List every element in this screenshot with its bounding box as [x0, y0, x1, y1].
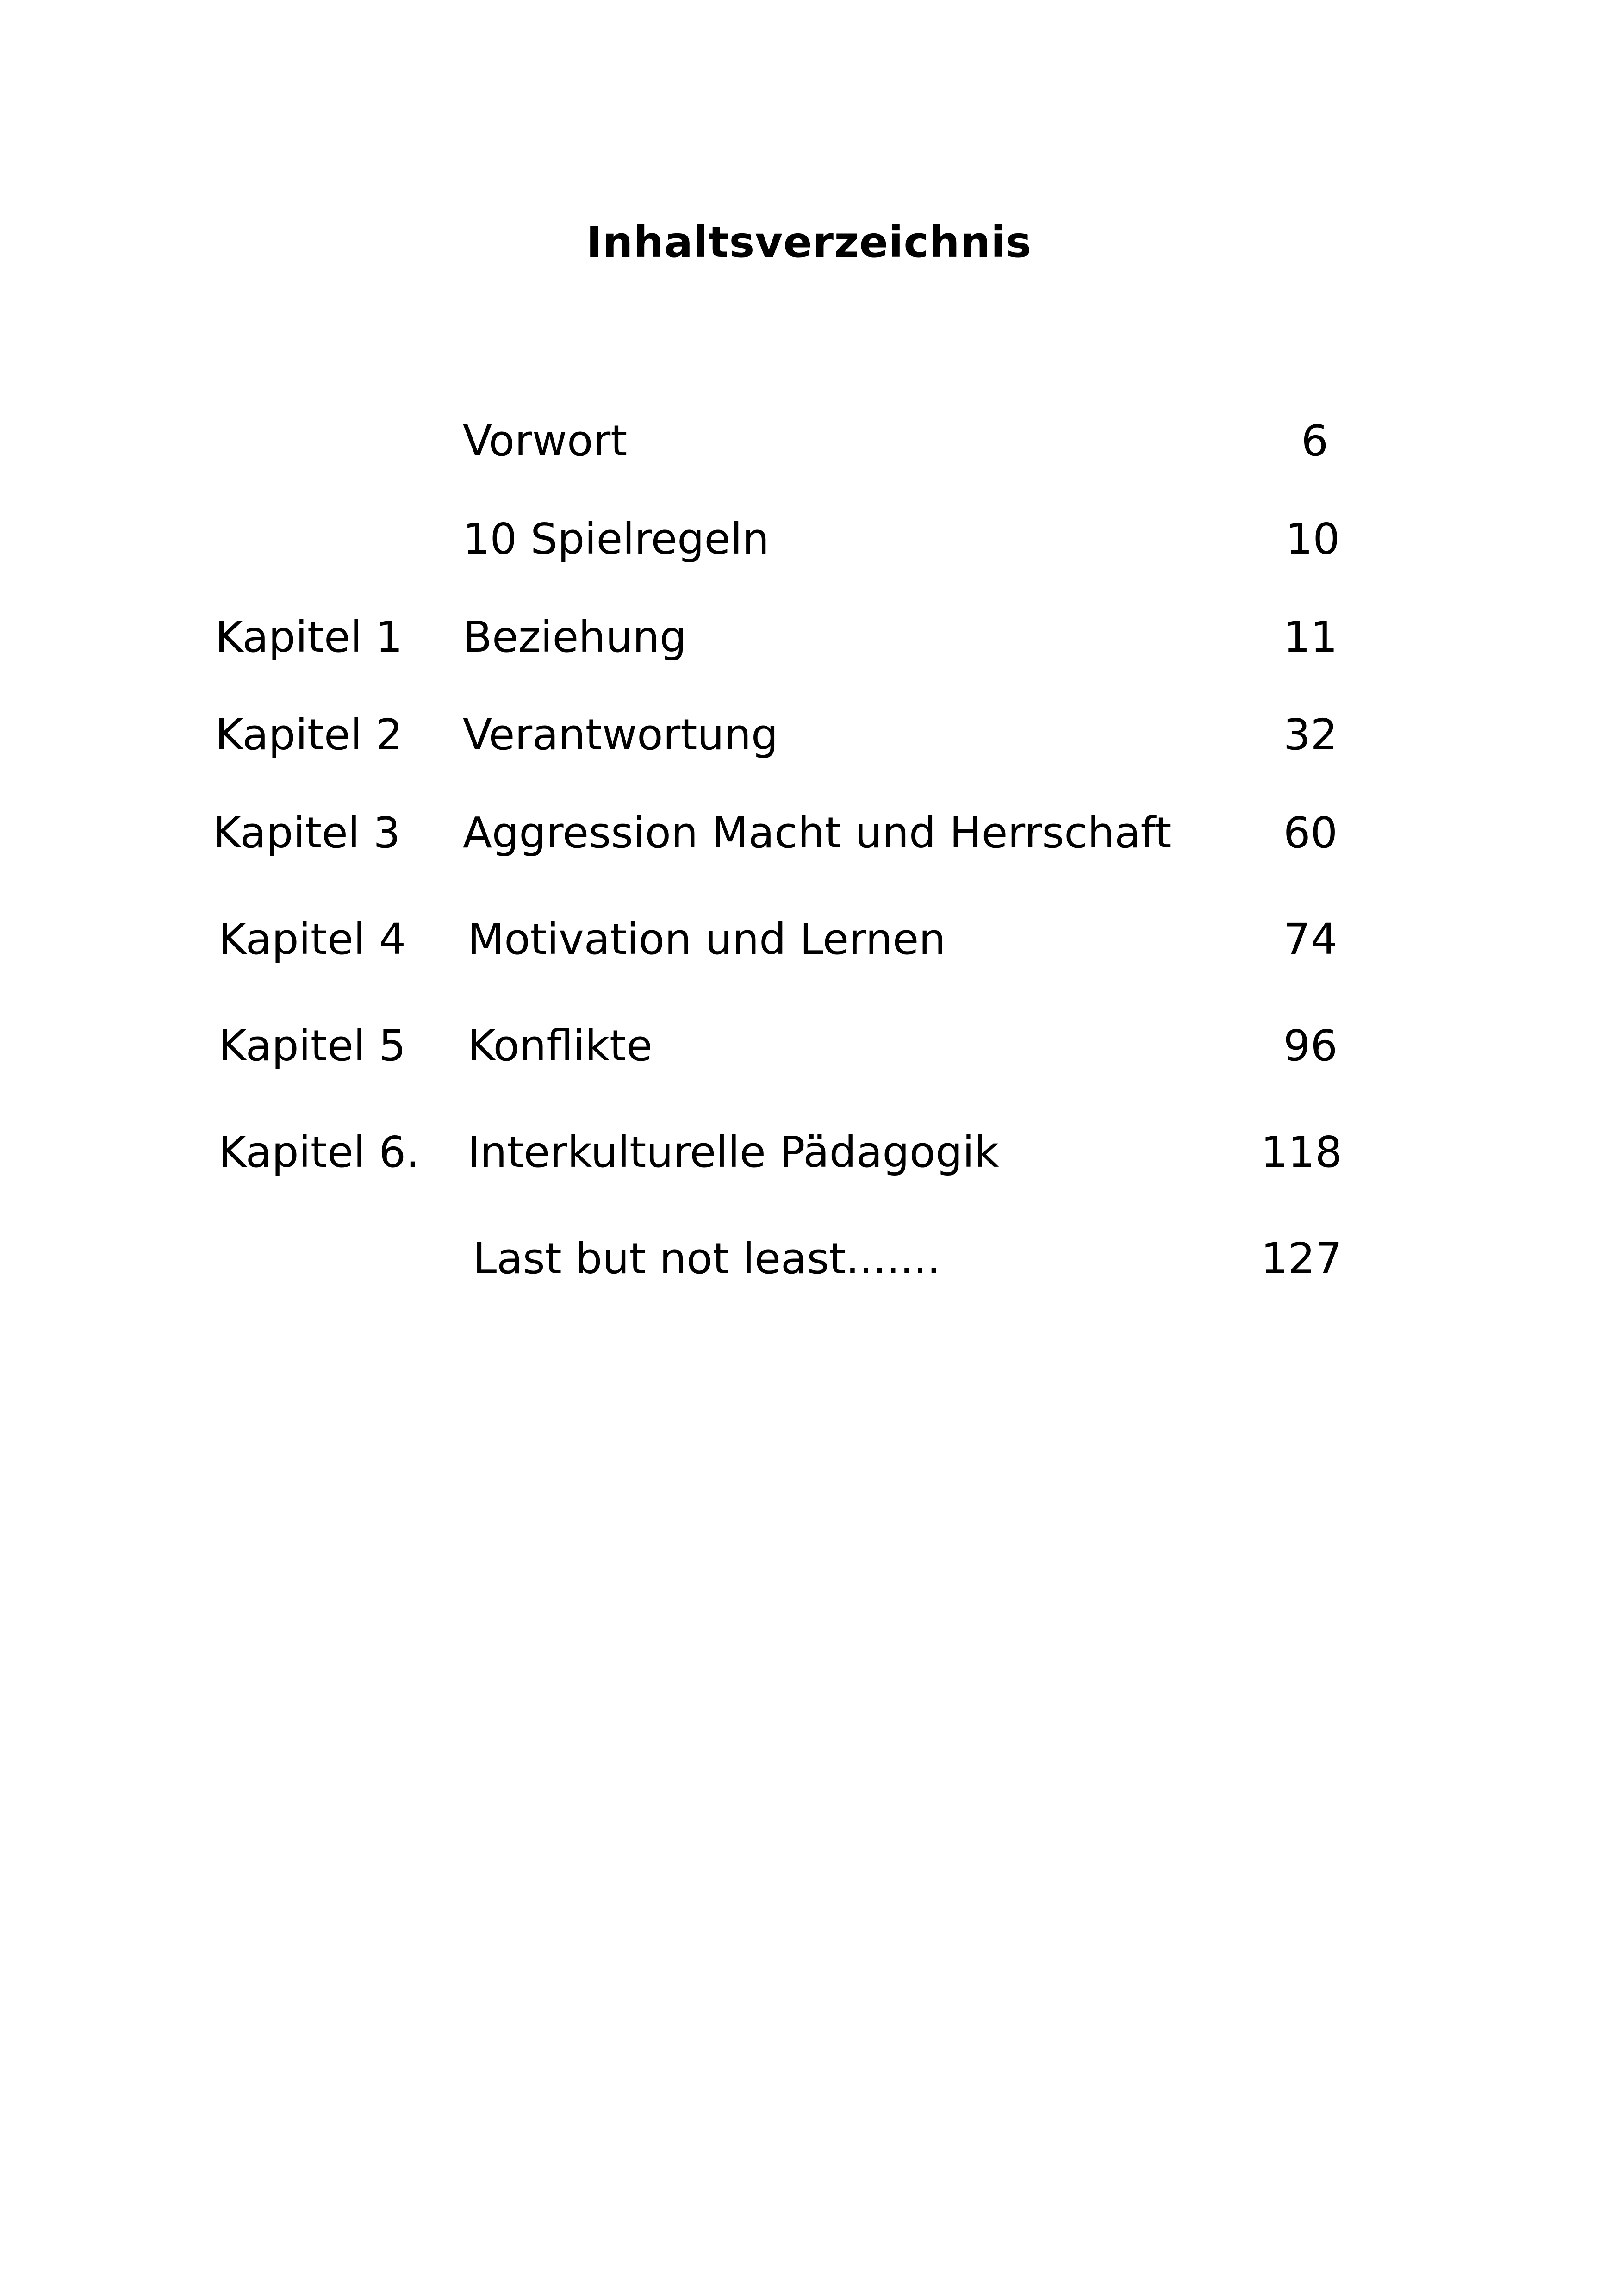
- toc-entry-title: Last but not least.......: [473, 1234, 941, 1283]
- toc-page-number: 118: [1261, 1127, 1342, 1177]
- page-title: [0, 218, 1618, 267]
- toc-chapter-label: Kapitel 5: [218, 1021, 406, 1070]
- toc-chapter-label: Kapitel 6.: [218, 1127, 420, 1177]
- toc-entry-title: 10 Spielregeln: [463, 514, 770, 564]
- toc-page-number: 96: [1283, 1021, 1338, 1070]
- toc-entry-title: Beziehung: [463, 612, 687, 662]
- toc-page-number: 6: [1301, 416, 1328, 466]
- toc-entry: [0, 1018, 1618, 1074]
- page-title-text: Inhaltsverzeichnis: [586, 218, 1032, 267]
- toc-entry: [0, 1125, 1618, 1180]
- toc-chapter-label: Kapitel 4: [218, 915, 406, 964]
- toc-entry: [0, 912, 1618, 967]
- toc-page-number: 11: [1283, 612, 1338, 662]
- toc-entry-title: Aggression Macht und Herrschaft: [463, 808, 1172, 858]
- toc-page-number: 74: [1283, 915, 1338, 964]
- toc-page-number: 60: [1283, 808, 1338, 858]
- toc-chapter-label: Kapitel 2: [215, 710, 403, 759]
- toc-chapter-label: Kapitel 3: [213, 808, 401, 858]
- toc-chapter-label: Kapitel 1: [215, 612, 403, 662]
- toc-entry-title: Konflikte: [467, 1021, 653, 1070]
- toc-page-number: 127: [1261, 1234, 1342, 1283]
- toc-entry: [0, 707, 1618, 763]
- toc-entry-title: Verantwortung: [463, 710, 778, 759]
- toc-page-number: 10: [1285, 514, 1340, 564]
- toc-entry: [0, 1231, 1618, 1287]
- toc-entry-title: Motivation und Lernen: [467, 915, 946, 964]
- toc-entry-title: Vorwort: [463, 416, 628, 466]
- toc-page-number: 32: [1283, 710, 1338, 759]
- toc-entry: [0, 805, 1618, 861]
- toc-entry: [0, 610, 1618, 665]
- toc-entry: [0, 511, 1618, 567]
- toc-entry-title: Interkulturelle Pädagogik: [467, 1127, 999, 1177]
- toc-entry: [0, 413, 1618, 469]
